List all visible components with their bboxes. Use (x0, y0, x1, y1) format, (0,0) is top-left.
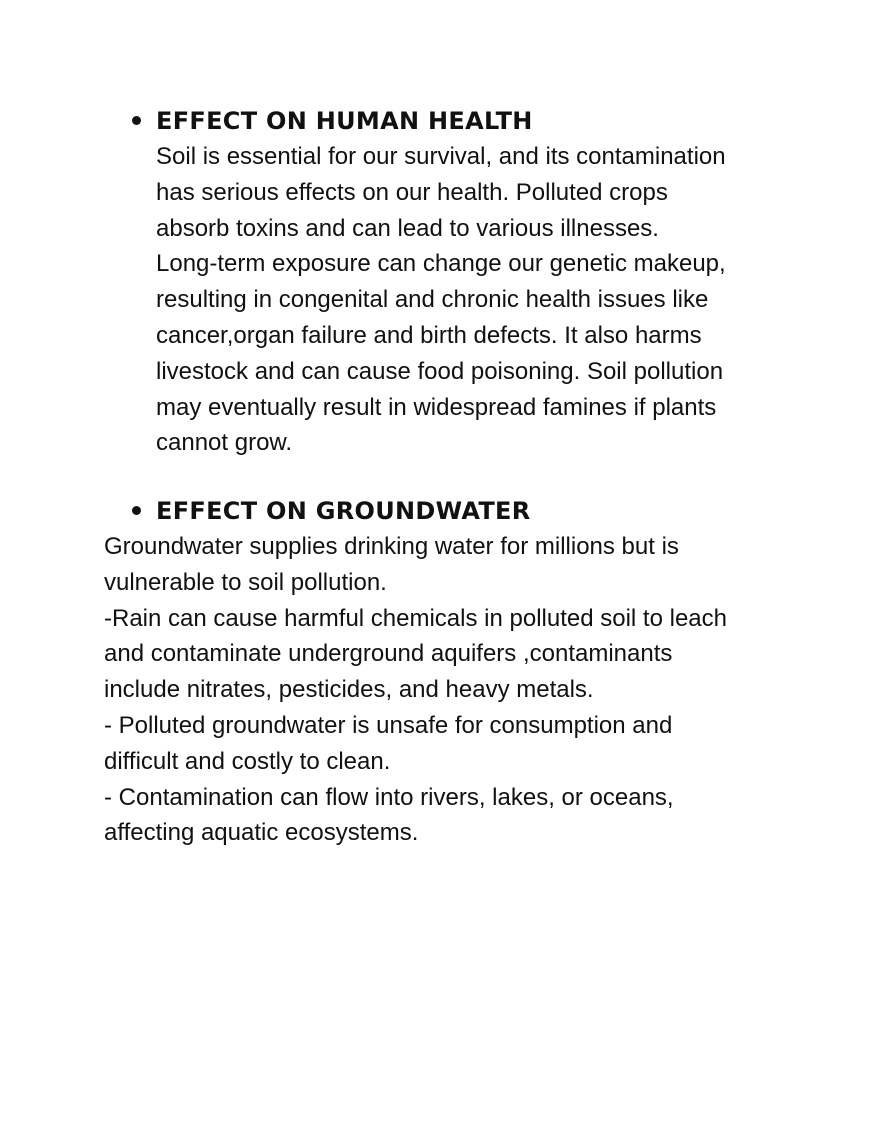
body-line: - Contamination can flow into rivers, lakes, or oceans, (104, 783, 674, 811)
body-line: Groundwater supplies drinking water for millions but is (104, 533, 679, 560)
body-line: resulting in congenital and chronic health issues like (156, 286, 709, 314)
body-line: Long-term exposure can change our genetic makeup, (156, 250, 726, 278)
body-line: cancer,organ failure and birth defects. It also harms (156, 321, 702, 349)
body-line: absorb toxins and can lead to various illnesses. (156, 214, 659, 242)
body-line: affecting aquatic ecosystems. (104, 819, 419, 847)
section-groundwater (0, 493, 880, 851)
body-line: include nitrates, pesticides, and heavy metals. (104, 676, 594, 704)
section-human-health (0, 103, 880, 461)
bullet-icon (132, 506, 141, 515)
body-line: vulnerable to soil pollution. (104, 568, 387, 596)
section-heading-row (0, 103, 880, 139)
section-body (0, 529, 804, 851)
section-body (0, 139, 796, 461)
body-line: livestock and can cause food poisoning. Soil pollution (156, 357, 724, 385)
body-line: may eventually result in widespread famines if plants (156, 393, 717, 421)
body-line: -Rain can cause harmful chemicals in polluted soil to leach (104, 604, 727, 632)
body-line: Soil is essential for our survival, and its contamination (156, 143, 726, 170)
section-heading: EFFECT ON HUMAN HEALTH (156, 107, 533, 135)
body-line: and contaminate underground aquifers ,contaminants (104, 640, 673, 668)
section-heading: EFFECT ON GROUNDWATER (156, 497, 531, 525)
section-heading-row (0, 493, 880, 529)
body-line: - Polluted groundwater is unsafe for consumption and (104, 711, 673, 739)
body-line: cannot grow. (156, 429, 293, 457)
body-line: difficult and costly to clean. (104, 747, 391, 775)
bullet-icon (132, 116, 141, 125)
body-line: has serious effects on our health. Polluted crops (156, 178, 668, 206)
